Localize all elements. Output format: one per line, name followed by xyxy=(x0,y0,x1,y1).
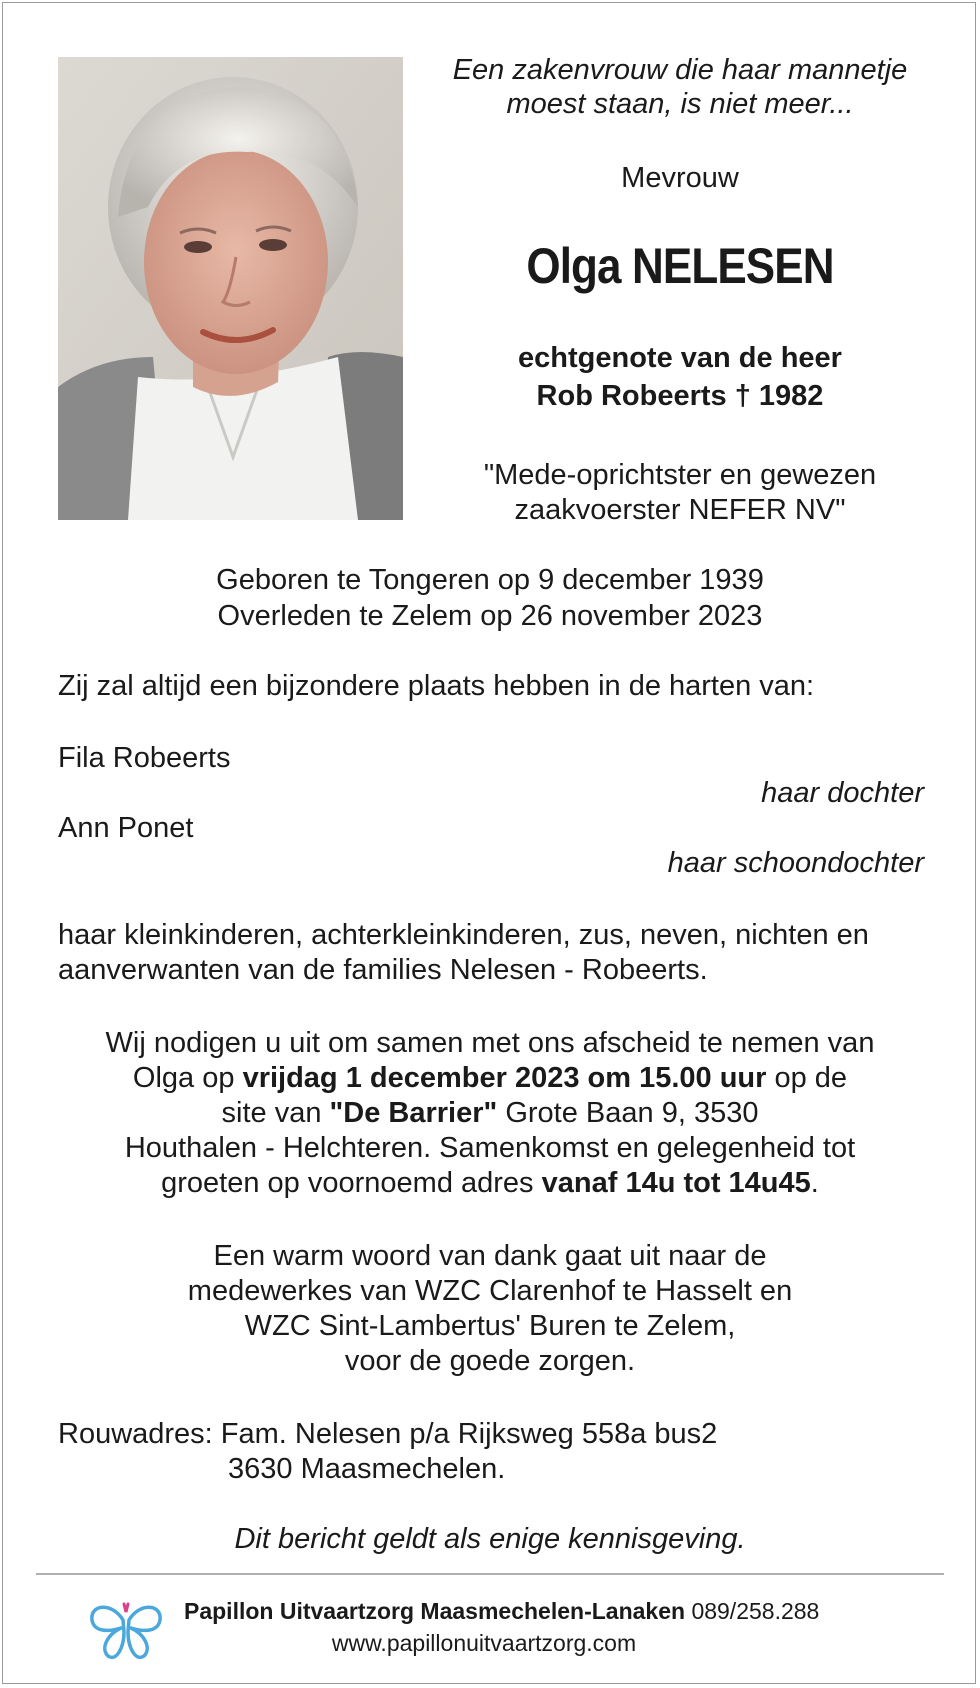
extended-family-line-2: aanverwanten van de families Nelesen - Robeerts. xyxy=(58,954,708,986)
thanks-line-4: voor de goede zorgen. xyxy=(344,1345,636,1377)
funeral-home-phone: 089/258.288 xyxy=(691,1598,820,1624)
funeral-date: vrijdag 1 december 2023 om 15.00 uur xyxy=(242,1062,767,1094)
visiting-hours: vanaf 14u tot 14u45 xyxy=(541,1167,811,1199)
venue-name: "De Barrier" xyxy=(329,1097,498,1129)
family-member-name: Fila Robeerts xyxy=(58,742,231,774)
role-line-2: zaakvoerster NEFER NV" xyxy=(514,494,846,526)
invite-line-4: Houthalen - Helchteren. Samenkomst en gelegenheid tot xyxy=(124,1132,856,1164)
title-prefix: Mevrouw xyxy=(621,162,739,194)
deceased-name: Olga NELESEN xyxy=(526,238,834,294)
thanks-line-1: Een warm woord van dank gaat uit naar de xyxy=(213,1240,767,1272)
family-member-name: Ann Ponet xyxy=(58,812,194,844)
thanks-line-2: medewerkes van WZC Clarenhof te Hasselt en xyxy=(187,1275,793,1307)
funeral-home-website: www.papillonuitvaartzorg.com xyxy=(331,1630,637,1656)
portrait-photo xyxy=(58,57,403,520)
mourning-address-line-2: 3630 Maasmechelen. xyxy=(228,1453,506,1485)
invite-line-3: site van "De Barrier" Grote Baan 9, 3530 xyxy=(221,1097,759,1129)
extended-family-line-1: haar kleinkinderen, achterkleinkinderen, zus, neven, nichten en xyxy=(58,919,869,951)
notice-text: Dit bericht geldt als enige kennisgeving. xyxy=(234,1523,746,1555)
footer-divider xyxy=(36,1573,944,1575)
birth-date: Geboren te Tongeren op 9 december 1939 xyxy=(216,564,764,596)
intro-text: Zij zal altijd een bijzondere plaats hebben in de harten van: xyxy=(58,670,815,702)
invite-line-2: Olga op vrijdag 1 december 2023 om 15.00 uur op de xyxy=(132,1062,848,1094)
motto-line-1: Een zakenvrouw die haar mannetje xyxy=(452,54,908,86)
motto-line-2: moest staan, is niet meer... xyxy=(506,88,854,120)
funeral-home-info xyxy=(184,1596,819,1626)
thanks-line-3: WZC Sint-Lambertus' Buren te Zelem, xyxy=(244,1310,736,1342)
spouse-line-1: echtgenote van de heer xyxy=(518,342,842,374)
mourning-address-line-1: Rouwadres: Fam. Nelesen p/a Rijksweg 558a bus2 xyxy=(58,1418,718,1450)
family-member-relation: haar schoondochter xyxy=(667,847,924,879)
butterfly-logo-icon xyxy=(86,1590,166,1662)
invite-line-5: groeten op voornoemd adres vanaf 14u tot 14u45. xyxy=(161,1167,819,1199)
funeral-home-name: Papillon Uitvaartzorg Maasmechelen-Lanaken xyxy=(184,1598,686,1624)
role-line-1: "Mede-oprichtster en gewezen xyxy=(483,459,877,491)
death-date: Overleden te Zelem op 26 november 2023 xyxy=(217,600,763,632)
spouse-line-2: Rob Robeerts † 1982 xyxy=(536,380,824,412)
family-member-relation: haar dochter xyxy=(761,777,924,809)
invite-line-1: Wij nodigen u uit om samen met ons afscheid te nemen van xyxy=(105,1027,875,1059)
